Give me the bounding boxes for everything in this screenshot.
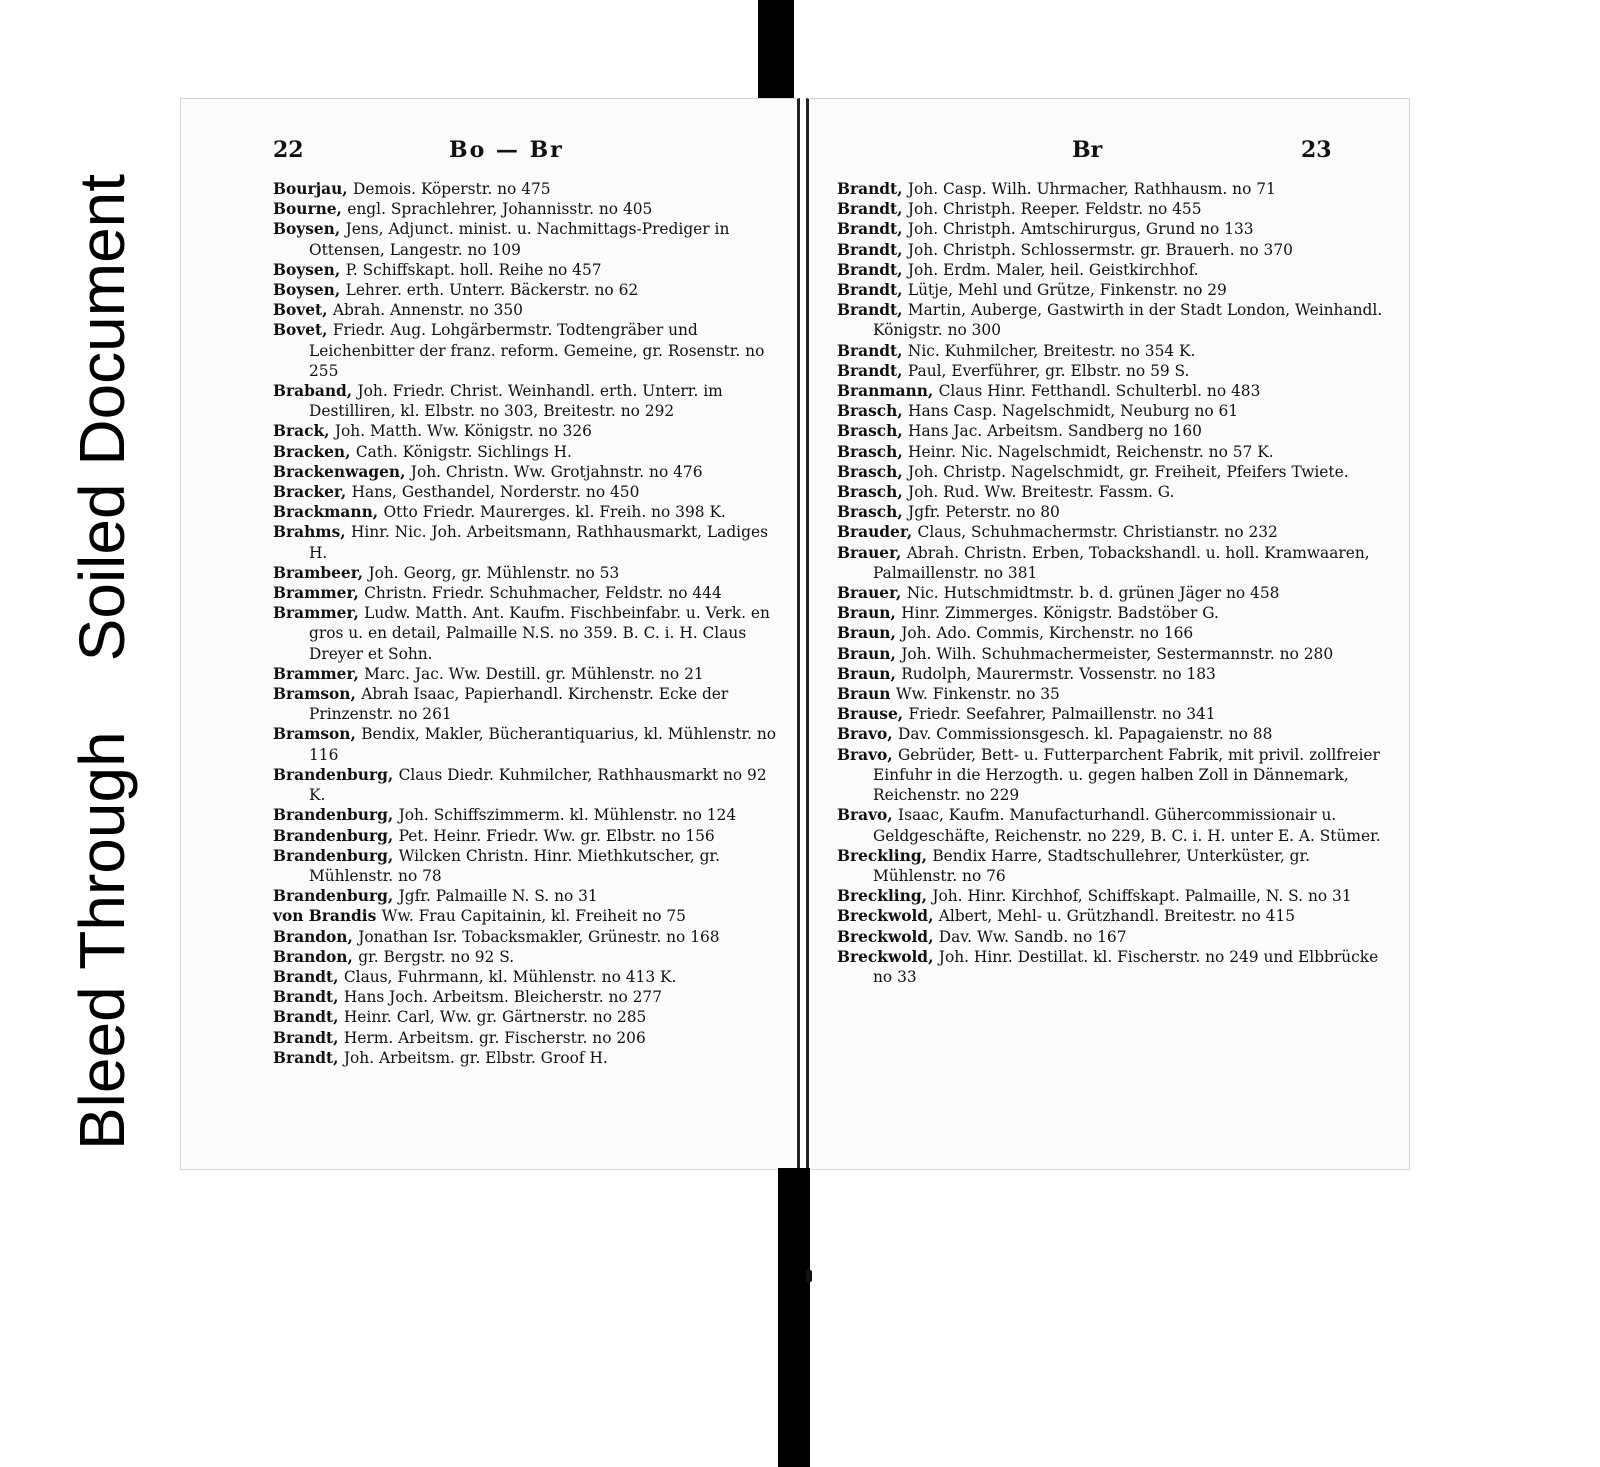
left-page-number: 22 xyxy=(273,137,304,163)
entry-details: Friedr. Seefahrer, Palmaillenstr. no 341 xyxy=(908,705,1216,724)
side-label xyxy=(66,110,138,1150)
entry-name: Brambeer, xyxy=(273,563,369,582)
entry-details: Lütje, Mehl und Grütze, Finkenstr. no 29 xyxy=(907,281,1227,300)
directory-entry xyxy=(273,826,783,846)
directory-entry xyxy=(273,684,783,724)
entry-name: Brandt, xyxy=(273,1048,344,1067)
entry-name: Boysen, xyxy=(273,260,346,279)
entry-name: Brammer, xyxy=(273,664,365,683)
entry-name: Braband, xyxy=(273,382,358,401)
directory-entry xyxy=(273,280,783,300)
entry-name: Breckling, xyxy=(837,887,933,906)
entry-details: Joh. Casp. Wilh. Uhrmacher, Rathhausm. no 71 xyxy=(907,180,1276,198)
directory-entry xyxy=(837,906,1397,926)
entry-name: Brahms, xyxy=(273,523,351,542)
entry-name: Branmann, xyxy=(837,382,939,401)
directory-entry xyxy=(837,745,1397,806)
directory-entry xyxy=(837,462,1397,482)
entry-name: Brandt, xyxy=(837,301,908,320)
entry-details: Heinr. Nic. Nagelschmidt, Reichenstr. no 57 K. xyxy=(908,442,1274,461)
entry-name: Brandt, xyxy=(273,1008,344,1027)
entry-details: Jens, Adjunct. minist. u. Nachmittags-Prediger in Ottensen, Langestr. no 109 xyxy=(309,220,730,259)
entry-details: Nic. Kuhmilcher, Breitestr. no 354 K. xyxy=(907,341,1196,360)
entry-name: Bracker, xyxy=(273,483,352,502)
entry-details: Abrah. Christn. Erben, Tobackshandl. u. holl. Kramwaaren, Palmaillenstr. no 381 xyxy=(873,543,1370,582)
entry-name: Brandt, xyxy=(837,260,908,279)
directory-entry xyxy=(837,482,1397,502)
entry-details: Nic. Hutschmidtmstr. b. d. grünen Jäger no 458 xyxy=(906,584,1280,603)
directory-entry xyxy=(273,320,783,381)
directory-entry xyxy=(837,401,1397,421)
entry-name: Brasch, xyxy=(837,442,909,461)
entry-details: Hans Jac. Arbeitsm. Sandberg no 160 xyxy=(908,422,1202,441)
directory-entry xyxy=(273,583,783,603)
directory-entry xyxy=(273,482,783,502)
entry-name: Brandt, xyxy=(273,1028,344,1047)
entry-name: Brack, xyxy=(273,422,335,441)
directory-entry xyxy=(273,563,783,583)
entry-details: Lehrer. erth. Unterr. Bäckerstr. no 62 xyxy=(345,281,639,300)
entry-name: Brandenburg, xyxy=(273,846,399,865)
entry-name: Brauer, xyxy=(837,543,907,562)
entry-details: Christn. Friedr. Schuhmacher, Feldstr. no 444 xyxy=(364,584,722,603)
directory-entry xyxy=(273,724,783,764)
entry-details: Joh. Wilh. Schuhmachermeister, Sestermannstr. no 280 xyxy=(901,644,1334,663)
entry-name: Brackenwagen, xyxy=(273,462,411,481)
directory-entry xyxy=(273,1048,783,1068)
entry-details: Demois. Köperstr. no 475 xyxy=(353,180,551,198)
entry-details: Hans Joch. Arbeitsm. Bleicherstr. no 277 xyxy=(343,988,662,1007)
entry-name: Bourjau, xyxy=(273,180,354,198)
binding-spine-bottom xyxy=(778,1168,810,1467)
directory-entry xyxy=(273,462,783,482)
entry-details: Jonathan Isr. Tobacksmakler, Grünestr. no 168 xyxy=(358,927,720,946)
entry-name: Brandt, xyxy=(837,281,908,300)
entry-details: Joh. Ado. Commis, Kirchenstr. no 166 xyxy=(901,624,1194,643)
entry-details: engl. Sprachlehrer, Johannisstr. no 405 xyxy=(347,200,653,219)
entry-name: Brasch, xyxy=(837,483,909,502)
directory-entry xyxy=(837,502,1397,522)
directory-entry xyxy=(837,704,1397,724)
entry-name: Braun, xyxy=(837,624,902,643)
entry-details: Joh. Christn. Ww. Grotjahnstr. no 476 xyxy=(410,462,703,481)
directory-entry xyxy=(273,381,783,421)
entry-details: Hans Casp. Nagelschmidt, Neuburg no 61 xyxy=(908,402,1239,421)
directory-entry xyxy=(273,927,783,947)
directory-entry xyxy=(273,664,783,684)
entry-name: Braun, xyxy=(837,604,902,623)
entry-name: Bourne, xyxy=(273,200,348,219)
directory-entry xyxy=(273,987,783,1007)
entry-name: Brandon, xyxy=(273,927,359,946)
entry-name: Brasch, xyxy=(837,503,909,522)
directory-entry xyxy=(273,1007,783,1027)
entry-name: Brandt, xyxy=(837,361,908,380)
paper-scrap xyxy=(806,1270,812,1282)
entry-details: Bendix, Makler, Bücherantiquarius, kl. Mühlenstr. no 116 xyxy=(309,725,777,764)
directory-entry xyxy=(837,280,1397,300)
entry-details: Ludw. Matth. Ant. Kaufm. Fischbeinfabr. u. Verk. en gros u. en detail, Palmaille N.S. no 359. B. C. i. H. Claus Dreyer et Sohn. xyxy=(309,604,770,663)
label-soiled-document: Soiled Document xyxy=(66,173,138,662)
entry-name: Braun xyxy=(837,685,896,704)
entry-details: Joh. Arbeitsm. gr. Elbstr. Groof H. xyxy=(343,1048,608,1067)
entry-details: Joh. Hinr. Kirchhof, Schiffskapt. Palmaille, N. S. no 31 xyxy=(932,887,1352,906)
left-page xyxy=(180,98,800,1170)
entry-details: Joh. Hinr. Destillat. kl. Fischerstr. no 249 und Elbbrücke no 33 xyxy=(873,947,1379,986)
directory-entry xyxy=(837,421,1397,441)
directory-entry xyxy=(273,846,783,886)
entry-details: Marc. Jac. Ww. Destill. gr. Mühlenstr. no 21 xyxy=(364,664,704,683)
entry-details: Isaac, Kaufm. Manufacturhandl. Gühercommissionair u. Geldgeschäfte, Reichenstr. no 229, B. C. i. H. unter E. A. Stümer. xyxy=(873,806,1381,845)
entry-name: Brandt, xyxy=(273,967,344,986)
right-page-title: Br xyxy=(1072,137,1103,163)
directory-entry xyxy=(273,1028,783,1048)
directory-entry xyxy=(837,927,1397,947)
entry-name: Brandt, xyxy=(837,200,908,219)
right-page-header xyxy=(809,137,1409,167)
entry-name: Breckwold, xyxy=(837,927,939,946)
entry-details: Claus, Schuhmachermstr. Christianstr. no 232 xyxy=(917,523,1278,542)
directory-entry xyxy=(273,765,783,805)
entry-details: Joh. Christp. Nagelschmidt, gr. Freiheit, Pfeifers Twiete. xyxy=(908,462,1349,481)
directory-entry xyxy=(837,846,1397,886)
directory-entry xyxy=(837,361,1397,381)
directory-entry xyxy=(273,179,783,199)
entry-name: Bovet, xyxy=(273,301,333,320)
entry-name: Brackmann, xyxy=(273,503,384,522)
entry-name: Brandenburg, xyxy=(273,765,399,784)
directory-entry xyxy=(837,644,1397,664)
entry-details: Martin, Auberge, Gastwirth in der Stadt London, Weinhandl. Königstr. no 300 xyxy=(873,301,1383,340)
left-entry-list xyxy=(273,179,783,1068)
entry-details: Abrah Isaac, Papierhandl. Kirchenstr. Ecke der Prinzenstr. no 261 xyxy=(309,685,729,724)
entry-name: Brandon, xyxy=(273,947,359,966)
directory-entry xyxy=(837,442,1397,462)
left-page-header xyxy=(181,137,797,167)
entry-name: Brandenburg, xyxy=(273,887,399,906)
entry-details: Bendix Harre, Stadtschullehrer, Unterküster, gr. Mühlenstr. no 76 xyxy=(873,846,1311,885)
directory-entry xyxy=(837,724,1397,744)
directory-entry xyxy=(273,219,783,259)
directory-entry xyxy=(273,967,783,987)
entry-name: Brandt, xyxy=(837,180,908,198)
entry-details: Hinr. Nic. Joh. Arbeitsmann, Rathhausmarkt, Ladiges H. xyxy=(309,523,768,562)
entry-name: Braun, xyxy=(837,664,902,683)
directory-entry xyxy=(837,684,1397,704)
directory-entry xyxy=(837,219,1397,239)
entry-details: Hans, Gesthandel, Norderstr. no 450 xyxy=(351,483,640,502)
directory-entry xyxy=(837,199,1397,219)
entry-name: Bravo, xyxy=(837,806,899,825)
entry-name: Brause, xyxy=(837,705,909,724)
directory-entry xyxy=(273,805,783,825)
entry-name: Brammer, xyxy=(273,584,365,603)
entry-details: Otto Friedr. Maurerges. kl. Freih. no 398 K. xyxy=(383,503,726,522)
directory-entry xyxy=(837,179,1397,199)
entry-details: Friedr. Aug. Lohgärbermstr. Todtengräber und Leichenbitter der franz. reform. Gemeine, gr. Rosenstr. no 255 xyxy=(309,321,765,380)
entry-details: Heinr. Carl, Ww. gr. Gärtnerstr. no 285 xyxy=(343,1008,647,1027)
entry-name: Brauder, xyxy=(837,523,918,542)
entry-name: Bravo, xyxy=(837,725,899,744)
directory-entry xyxy=(273,906,783,926)
entry-details: Joh. Schiffszimmerm. kl. Mühlenstr. no 124 xyxy=(398,806,737,825)
directory-entry xyxy=(273,260,783,280)
right-page xyxy=(806,98,1410,1170)
entry-name: Brandt, xyxy=(837,240,908,259)
entry-name: Brammer, xyxy=(273,604,365,623)
directory-entry xyxy=(273,522,783,562)
directory-entry xyxy=(273,502,783,522)
entry-details: Rudolph, Maurermstr. Vossenstr. no 183 xyxy=(901,664,1216,683)
entry-name: Bramson, xyxy=(273,725,362,744)
entry-name: Brasch, xyxy=(837,462,909,481)
entry-details: Cath. Königstr. Sichlings H. xyxy=(355,442,572,461)
entry-name: Brasch, xyxy=(837,402,909,421)
binding-spine-top xyxy=(758,0,794,108)
entry-name: Bramson, xyxy=(273,685,362,704)
entry-name: Breckling, xyxy=(837,846,933,865)
directory-entry xyxy=(837,664,1397,684)
directory-entry xyxy=(837,805,1397,845)
entry-name: Brandenburg, xyxy=(273,826,399,845)
entry-details: Claus Hinr. Fetthandl. Schulterbl. no 483 xyxy=(938,382,1261,401)
directory-entry xyxy=(837,886,1397,906)
directory-entry xyxy=(837,341,1397,361)
entry-details: Claus Diedr. Kuhmilcher, Rathhausmarkt no 92 K. xyxy=(309,765,767,805)
entry-details: Joh. Rud. Ww. Breitestr. Fassm. G. xyxy=(908,483,1175,502)
entry-name: Brandt, xyxy=(837,341,908,360)
right-entry-list xyxy=(837,179,1397,987)
entry-name: Brandt, xyxy=(273,988,344,1007)
directory-entry xyxy=(837,300,1397,340)
entry-name: Braun, xyxy=(837,644,902,663)
entry-details: Joh. Erdm. Maler, heil. Geistkirchhof. xyxy=(907,260,1199,279)
entry-details: Claus, Fuhrmann, kl. Mühlenstr. no 413 K. xyxy=(343,967,677,986)
entry-details: gr. Bergstr. no 92 S. xyxy=(358,947,515,966)
directory-entry xyxy=(837,947,1397,987)
directory-entry xyxy=(837,522,1397,542)
entry-details: Ww. Finkenstr. no 35 xyxy=(895,685,1060,704)
entry-name: von Brandis xyxy=(273,907,382,926)
entry-name: Brandt, xyxy=(837,220,908,239)
right-page-number: 23 xyxy=(1301,137,1332,163)
directory-entry xyxy=(273,442,783,462)
entry-details: Joh. Matth. Ww. Königstr. no 326 xyxy=(334,422,592,441)
directory-entry xyxy=(273,199,783,219)
entry-details: Gebrüder, Bett- u. Futterparchent Fabrik, mit privil. zollfreier Einfuhr in die Herzogth. u. gegen halben Zoll in Dännemark, Reichenstr. no 229 xyxy=(873,745,1380,805)
directory-entry xyxy=(837,623,1397,643)
entry-details: Joh. Christph. Amtschirurgus, Grund no 133 xyxy=(907,220,1254,239)
directory-entry xyxy=(273,603,783,664)
entry-details: Ww. Frau Capitainin, kl. Freiheit no 75 xyxy=(381,907,686,926)
directory-entry xyxy=(273,300,783,320)
directory-entry xyxy=(837,240,1397,260)
entry-details: Dav. Commissionsgesch. kl. Papagaienstr. no 88 xyxy=(898,725,1273,744)
left-page-title: Bo — Br xyxy=(449,137,564,163)
entry-name: Boysen, xyxy=(273,220,346,239)
entry-details: P. Schiffskapt. holl. Reihe no 457 xyxy=(345,260,602,279)
entry-details: Albert, Mehl- u. Grützhandl. Breitestr. no 415 xyxy=(938,907,1295,926)
entry-details: Joh. Georg, gr. Mühlenstr. no 53 xyxy=(368,563,620,582)
entry-details: Joh. Christph. Reeper. Feldstr. no 455 xyxy=(907,200,1202,219)
entry-name: Brasch, xyxy=(837,422,909,441)
label-bleed-through: Bleed Through xyxy=(66,731,138,1150)
directory-entry xyxy=(837,603,1397,623)
entry-details: Wilcken Christn. Hinr. Miethkutscher, gr. Mühlenstr. no 78 xyxy=(309,846,720,885)
entry-name: Breckwold, xyxy=(837,947,939,966)
directory-entry xyxy=(837,260,1397,280)
entry-details: Abrah. Annenstr. no 350 xyxy=(332,301,523,320)
entry-details: Pet. Heinr. Friedr. Ww. gr. Elbstr. no 156 xyxy=(398,826,715,845)
entry-details: Jgfr. Palmaille N. S. no 31 xyxy=(398,887,598,906)
entry-name: Bovet, xyxy=(273,321,333,340)
entry-name: Brauer, xyxy=(837,584,907,603)
entry-name: Bravo, xyxy=(837,745,899,764)
entry-name: Bracken, xyxy=(273,442,356,461)
directory-entry xyxy=(837,381,1397,401)
entry-name: Breckwold, xyxy=(837,907,939,926)
entry-details: Herm. Arbeitsm. gr. Fischerstr. no 206 xyxy=(343,1028,646,1047)
directory-entry xyxy=(273,886,783,906)
directory-entry xyxy=(273,947,783,967)
entry-details: Dav. Ww. Sandb. no 167 xyxy=(938,927,1127,946)
entry-details: Paul, Everführer, gr. Elbstr. no 59 S. xyxy=(907,361,1190,380)
entry-details: Joh. Christph. Schlossermstr. gr. Brauerh. no 370 xyxy=(907,240,1293,259)
directory-entry xyxy=(837,583,1397,603)
entry-name: Boysen, xyxy=(273,281,346,300)
entry-details: Hinr. Zimmerges. Königstr. Badstöber G. xyxy=(901,604,1219,623)
directory-entry xyxy=(273,421,783,441)
entry-details: Jgfr. Peterstr. no 80 xyxy=(908,503,1060,522)
directory-entry xyxy=(837,543,1397,583)
entry-details: Joh. Friedr. Christ. Weinhandl. erth. Unterr. im Destilliren, kl. Elbstr. no 303, Breitestr. no 292 xyxy=(309,382,723,421)
entry-name: Brandenburg, xyxy=(273,806,399,825)
